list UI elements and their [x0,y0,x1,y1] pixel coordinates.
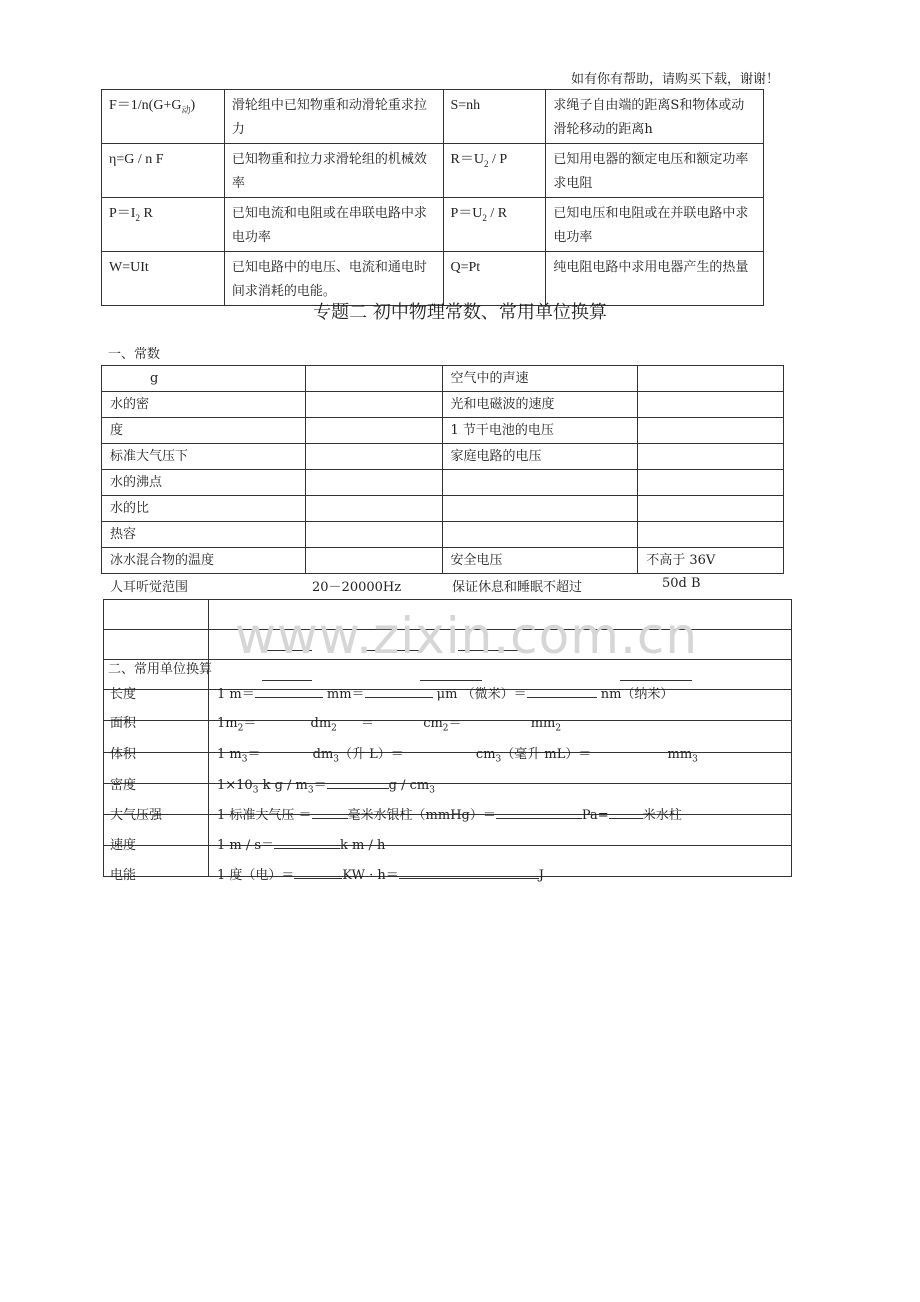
description-cell: 已知物重和拉力求滑轮组的机械效率 [224,144,443,198]
table-row [102,392,784,418]
blank-line [620,680,692,681]
formula-cell: η=G / n F [102,144,225,198]
constant-value [305,392,442,418]
constant-name: 安全电压 [442,548,638,574]
constant-name: 1 节干电池的电压 [442,418,638,444]
conversion-label: 速度 [110,838,137,853]
description-cell: 滑轮组中已知物重和动滑轮重求拉力 [224,90,443,144]
constant-name: 冰水混合物的温度 [102,548,306,574]
constant-name: 标准大气压下 [102,444,306,470]
constant-value: 不高于 36V [638,548,784,574]
constant-name: 光和电磁波的速度 [442,392,638,418]
conversion-expression: 1 m / s＝ k m / h [217,838,386,853]
conversion-label: 长度 [110,687,137,702]
constant-value [305,366,442,392]
description-cell: 已知用电器的额定电压和额定功率求电阻 [546,144,764,198]
constant-name: 水的密 [102,392,306,418]
description-cell: 已知电压和电阻或在并联电路中求电功率 [546,198,764,252]
grid-line [103,599,104,877]
watermark: www.zixin.com.cn [235,607,699,665]
constant-name: g [102,366,306,392]
grid-line [103,845,792,846]
constant-value [638,392,784,418]
description-cell: 已知电流和电阻或在串联电路中求电功率 [224,198,443,252]
constant-name: 空气中的声速 [442,366,638,392]
table-row [102,90,764,144]
description-cell: 纯电阻电路中求用电器产生的热量 [546,252,764,306]
page-title: 专题二 初中物理常数、常用单位换算 [313,302,607,323]
table-row [102,418,784,444]
section-heading-constants: 一、常数 [108,347,161,362]
grid-line [103,783,792,784]
constant-value [305,444,442,470]
section-heading-conversions: 二、常用单位换算 [108,662,213,677]
conversion-expression: $1m_2= dm_2 = cm_2= mm_2$ [217,716,562,734]
conversion-label: 体积 [110,747,137,762]
constant-value [638,444,784,470]
formula-cell: $F=1/n(G+G_动)$ [102,90,225,144]
table-row [102,444,784,470]
conversion-expression: $1\times 10_3$ k $g / m_3= g / cm_3$ [217,778,435,796]
formula-cell: $P=I_2$ R [102,198,225,252]
header-note: 如有你有帮助，请购买下载，谢谢！ [571,72,780,87]
constant-name: 热容 [102,522,306,548]
constant-value [305,522,442,548]
constant-name: 水的沸点 [102,470,306,496]
conversion-label: 电能 [110,868,137,883]
table-row [102,144,764,198]
constant-name: 度 [102,418,306,444]
formula-cell: $R=U_2 / P$ [443,144,546,198]
formula-cell: $P=U_2 / R$ [443,198,546,252]
blank-line [262,680,312,681]
table-row [102,198,764,252]
constant-name [442,470,638,496]
conversion-expression: 1 标准大气压 ＝ 毫米水银柱（mmHg）＝ Pa= 米水柱 [217,808,682,823]
formula-cell: W=UIt [102,252,225,306]
conversion-label: 密度 [110,778,137,793]
constant-value [638,522,784,548]
constant-value [638,496,784,522]
hearing-label: 人耳听觉范围 [110,580,189,595]
conversion-expression: 1 $m_3= dm_3$（升 $L)= cm_3$（毫升 $mL)= mm_3$ [217,747,698,765]
constant-value [305,470,442,496]
constant-name: 水的比 [102,496,306,522]
grid-line [791,599,792,877]
conversion-label: 大气压强 [110,808,163,823]
constant-value [638,366,784,392]
constant-value [638,470,784,496]
grid-line [103,599,792,600]
formula-cell: S=nh [443,90,546,144]
constant-value [305,418,442,444]
blank-line [420,680,482,681]
sleep-value: 50d B [662,576,701,591]
grid-line [208,599,209,877]
table-row [102,548,784,574]
description-cell: 已知电路中的电压、电流和通电时间求消耗的电能。 [224,252,443,306]
table-row [102,366,784,392]
table-row [102,496,784,522]
constant-name [442,522,638,548]
conversion-label: 面积 [110,716,137,731]
constant-name [442,496,638,522]
conversion-expression: 1 m＝ mm＝ μm （微米）＝ nm（纳米） [217,687,674,702]
hearing-range: 20－20000Hz [312,580,402,595]
formula-cell: Q=Pt [443,252,546,306]
table-row [102,522,784,548]
constant-value [638,418,784,444]
constant-value [305,496,442,522]
table-row [102,470,784,496]
constant-name: 家庭电路的电压 [442,444,638,470]
constants-table [101,365,784,574]
conversion-expression: 1 度（电）＝ KW · h＝ J [217,868,545,883]
formula-table [101,89,764,306]
description-cell: 求绳子自由端的距离S和物体或动滑轮移动的距离h [546,90,764,144]
constant-value [305,548,442,574]
sleep-label: 保证休息和睡眠不超过 [452,580,583,595]
